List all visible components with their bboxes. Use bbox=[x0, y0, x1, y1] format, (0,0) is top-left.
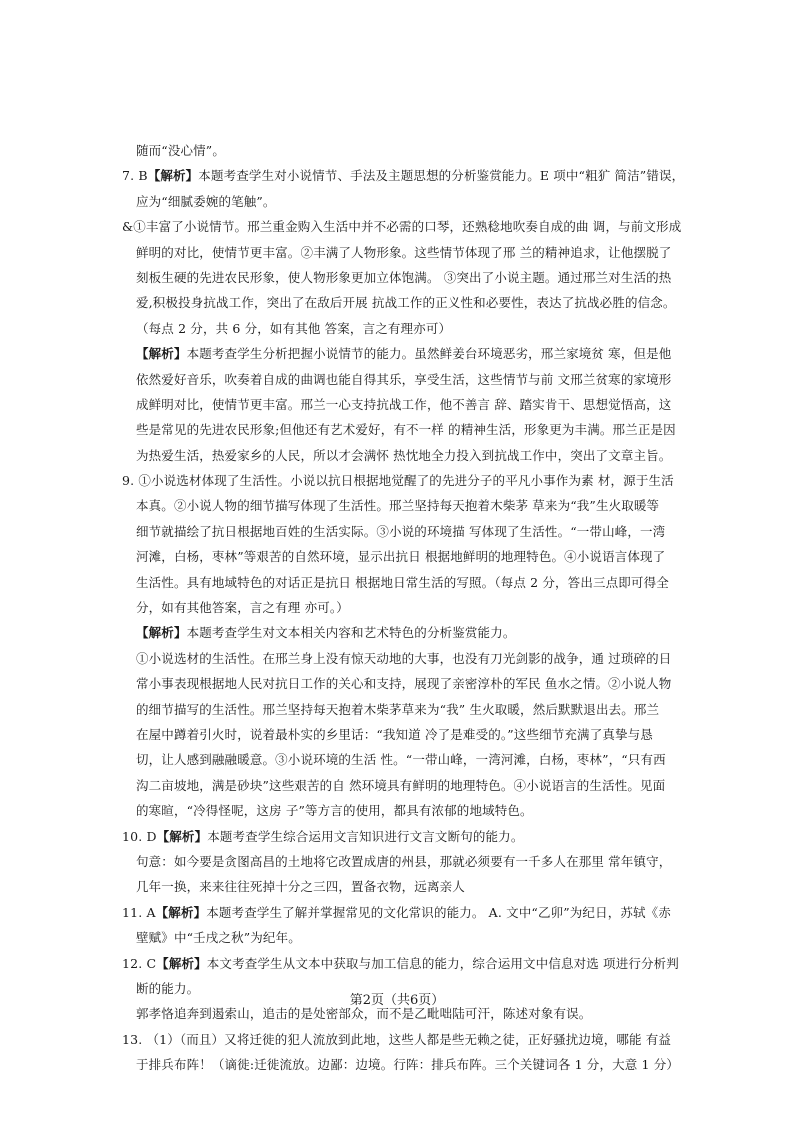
question-number: 12. C bbox=[122, 955, 157, 971]
line-text: 随而“没心情”。 bbox=[136, 143, 225, 158]
line-text: 爱,积极投身抗战工作，突出了在敌后开展 抗战工作的正义性和必要性，表达了抗战必胜的信念。 bbox=[136, 295, 676, 311]
text-line bbox=[122, 671, 690, 696]
line-text: 几年一换，来来往往死掉十分之三四，置备衣物，远离亲人 bbox=[136, 879, 465, 895]
line-text: 壁赋》中“壬戌之秋”为纪年。 bbox=[136, 930, 301, 946]
text-line bbox=[122, 773, 690, 798]
text-line bbox=[122, 240, 690, 265]
text-line bbox=[122, 722, 690, 747]
text-line bbox=[122, 747, 690, 772]
answer-body bbox=[122, 138, 690, 1077]
line-text: 13. （1）（而且）又将迁徙的犯人流放到此地，这些人都是些无赖之徒，正好骚扰边境，哪能 有益 bbox=[122, 1031, 672, 1047]
text-line bbox=[122, 849, 690, 874]
text-line bbox=[122, 874, 690, 899]
text-line bbox=[122, 519, 690, 544]
line-text: 应为“细腻委婉的笔触”。 bbox=[136, 193, 276, 209]
analysis-label: 【解析】 bbox=[136, 625, 187, 641]
text-line bbox=[122, 493, 690, 518]
line-text: 为热爱生活，热爱家乡的人民，所以才会满怀 热忱地全力投入到抗战工作中，突出了文章主旨。 bbox=[136, 447, 672, 463]
line-text: 断的能力。 bbox=[136, 980, 200, 996]
line-text: 些是常见的先进农民形象;但他还有艺术爱好，有不一样 的精神生活，形象更为丰满。邢兰正是因 bbox=[136, 422, 676, 438]
text-line bbox=[122, 595, 690, 620]
line-text: ①小说选材的生活性。在邢兰身上没有惊天动地的大事，也没有刀光剑影的战争，通 过琐碎的日 bbox=[136, 650, 672, 666]
line-text: 刻板生硬的先进农民形象，使人物形象更加立体饱满。 ③突出了小说主题。通过邢兰对生活的热 bbox=[136, 269, 672, 285]
line-text: 本题考查学生综合运用文言知识进行文言文断句的能力。 bbox=[207, 828, 524, 844]
line-text: 分，如有其他答案，言之有理 亦可。） bbox=[136, 600, 349, 616]
line-text: 本文考查学生从文本中获取与加工信息的能力，综合运用文中信息对选 项进行分析判 bbox=[206, 955, 679, 971]
text-line bbox=[122, 1027, 690, 1052]
text-line bbox=[122, 265, 690, 290]
text-line bbox=[122, 646, 690, 671]
line-text: 依然爱好音乐，吹奏着自成的曲调也能自得其乐，享受生活，这些情节与前 文邢兰贫寒的家境形 bbox=[136, 371, 672, 387]
text-line bbox=[122, 925, 690, 950]
text-line bbox=[122, 798, 690, 823]
text-line bbox=[122, 163, 690, 188]
line-text: 鲜明的对比，使情节更丰富。②丰满了人物形象。这些情节体现了邢 兰的精神追求，让他摆脱了 bbox=[136, 244, 672, 260]
text-line bbox=[122, 417, 690, 442]
line-text: 的寒暄，“冷得怪呢，这房 子”等方言的使用，都具有浓郁的地域特色。 bbox=[136, 803, 533, 819]
text-line bbox=[122, 189, 690, 214]
text-line bbox=[122, 367, 690, 392]
text-line bbox=[122, 316, 690, 341]
line-text: 细节就描绘了抗日根据地百姓的生活实际。③小说的环境描 写体现了生活性。“一带山峰，一湾 bbox=[136, 523, 666, 539]
line-text: 本题考查学生对文本相关内容和艺术特色的分析鉴赏能力。 bbox=[186, 625, 516, 641]
line-text: 本题考查学生了解并掌握常见的文化常识的能力。 A. 文中“乙卯”为纪日，苏轼《赤 bbox=[206, 904, 671, 920]
analysis-label: 【解析】 bbox=[147, 168, 199, 184]
line-text: 的细节描写的生活性。邢兰坚持每天抱着木柴茅草来为“我” 生火取暖，然后默默退出去。邢兰 bbox=[136, 701, 660, 717]
text-line bbox=[122, 1052, 690, 1077]
line-text: 生活性。具有地域特色的对话正是抗日 根据地日常生活的写照。（每点 2 分，答出三点即可得全 bbox=[136, 574, 669, 590]
line-text: 9. ①小说选材体现了生活性。小说以抗日根据地觉醒了的先进分子的平凡小事作为素 材，源于生活 bbox=[122, 473, 674, 489]
line-text: 常小事表现根据地人民对抗日工作的关心和支持，展现了亲密淳朴的军民 鱼水之情。②小说人物 bbox=[136, 676, 672, 692]
text-line bbox=[122, 341, 690, 366]
analysis-label: 【解析】 bbox=[136, 346, 187, 362]
text-line bbox=[122, 544, 690, 569]
line-text: 本题考查学生分析把握小说情节的能力。虽然鲜姜台环境恶劣，邢兰家境贫 寒，但是他 bbox=[186, 346, 672, 362]
line-text: 本题考查学生对小说情节、手法及主题思想的分析鉴赏能力。E 项中“粗犷 简洁”错误， bbox=[198, 168, 685, 184]
text-line bbox=[122, 468, 690, 493]
page-footer: 第2页（共6页） bbox=[349, 993, 445, 1008]
line-text: 于排兵布阵！（谪徙:迁徙流放。边鄙：边境。行阵：排兵布阵。三个关键词各 1 分，大意 1 分） bbox=[136, 1057, 680, 1073]
analysis-label: 【解析】 bbox=[155, 904, 207, 920]
question-number: 11. A bbox=[122, 904, 156, 920]
text-line bbox=[122, 900, 690, 925]
line-text: 河滩，白杨，枣林”等艰苦的自然环境，显示出抗日 根据地鲜明的地理特色。④小说语言体现了 bbox=[136, 549, 666, 565]
line-text: （每点 2 分，共 6 分，如有其他 答案，言之有理亦可） bbox=[136, 320, 452, 336]
text-line bbox=[122, 620, 690, 645]
text-line bbox=[122, 290, 690, 315]
line-text: 本真。②小说人物的细节描写体现了生活性。邢兰坚持每天抱着木柴茅 草来为“我”生火取暖等 bbox=[136, 498, 660, 514]
question-number: 10. D bbox=[122, 828, 157, 844]
line-text: 郭孝恪追奔到遏索山，追击的是处密部众，而不是乙毗咄陆可汗，陈述对象有误。 bbox=[136, 1006, 592, 1022]
text-line bbox=[122, 951, 690, 976]
line-text: &①丰富了小说情节。邢兰重金购入生活中并不必需的口琴，还熟稔地吹奏自成的曲 调，与前文形成 bbox=[122, 219, 682, 235]
text-line bbox=[122, 697, 690, 722]
text-line bbox=[122, 392, 690, 417]
line-text: 切，让人感到融融暖意。③小说环境的生活 性。“一带山峰，一湾河滩，白杨，枣林”，“只有西 bbox=[136, 752, 666, 768]
line-text: 沟二亩坡地，满是砂块”这些艰苦的自 然环境具有鲜明的地理特色。④小说语言的生活性。见面 bbox=[136, 777, 666, 793]
analysis-label: 【解析】 bbox=[156, 828, 208, 844]
text-line bbox=[122, 824, 690, 849]
line-text: 成鲜明对比，使情节更丰富。邢兰一心支持抗战工作，他不善言 辞、踏实肯干、思想觉悟高，这 bbox=[136, 396, 672, 412]
text-line bbox=[122, 214, 690, 239]
analysis-label: 【解析】 bbox=[156, 955, 207, 971]
text-line bbox=[122, 138, 690, 163]
question-number: 7. B bbox=[122, 168, 148, 184]
text-line bbox=[122, 443, 690, 468]
text-line bbox=[122, 570, 690, 595]
line-text: 在屋中蹲着引火时，说着最朴实的乡里话：“我知道 冷了是难受的。”这些细节充满了真挚与恳 bbox=[136, 726, 653, 742]
line-text: 句意：如今要是贪图高昌的土地将它改置成唐的州县，那就必须要有一千多人在那里 常年镇守， bbox=[136, 853, 672, 869]
